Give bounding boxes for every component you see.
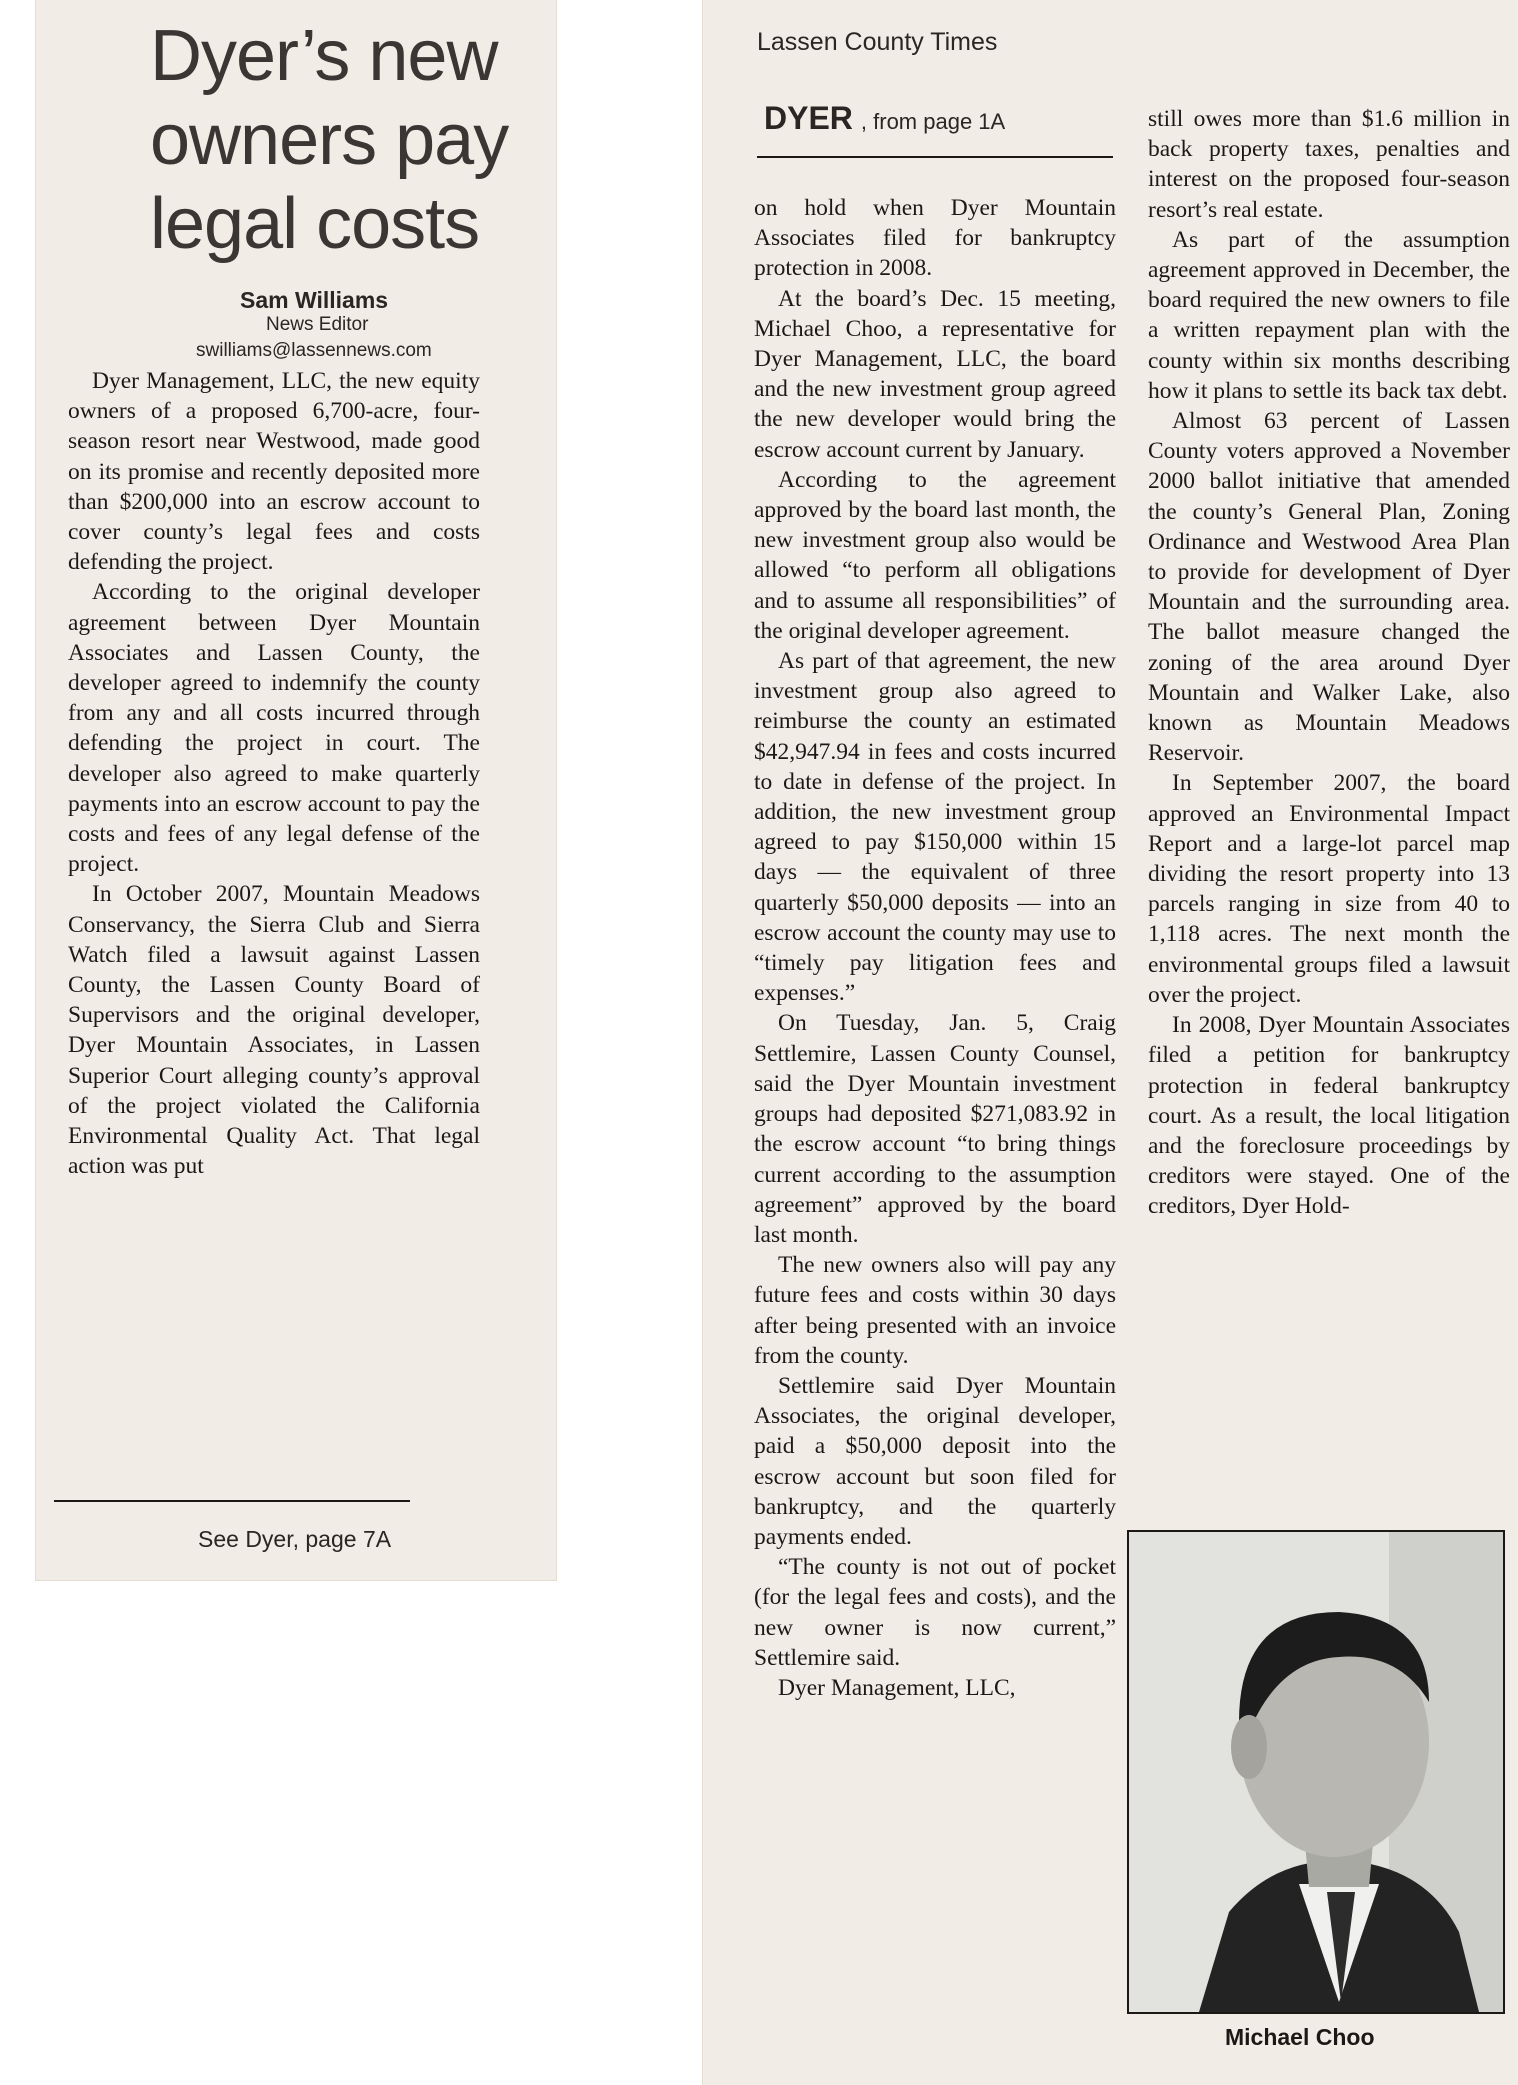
article-paragraph: According to the agreement approved by the board last month, the new investment group also would be allowed “to perform all obligations and to assume all responsibilities” of the original developer agreement.	[754, 466, 1116, 644]
publication-name: Lassen County Times	[757, 28, 998, 56]
headline: Dyer’s new owners pay legal costs	[150, 16, 509, 264]
article-paragraph: still owes more than $1.6 million in back property taxes, penalties and interest on the proposed four-season resort’s real estate.	[1148, 106, 1510, 223]
byline-title: News Editor	[266, 314, 369, 335]
article-paragraph: In October 2007, Mountain Meadows Conservancy, the Sierra Club and Sierra Watch filed a lawsuit against Lassen County, the Lassen County Board of Supervisors and the original developer, Dyer Mountain Associates, in Lassen Superior Court alleging county’s approval of the project violated the California Environmental Quality Act. That legal action was put	[68, 881, 480, 1180]
article-column-middle	[754, 193, 1116, 1703]
jump-keyword: DYER	[764, 100, 853, 136]
article-column-right	[1148, 104, 1510, 1222]
jump-head	[764, 100, 1005, 137]
article-paragraph: As part of the assumption agreement approved in December, the board required the new owners to file a written repayment plan with the county within six months describing how it plans to settle its back tax debt.	[1148, 226, 1510, 404]
divider-rule	[757, 156, 1113, 158]
article-paragraph: on hold when Dyer Mountain Associates filed for bankruptcy protection in 2008.	[754, 195, 1116, 282]
article-paragraph: On Tuesday, Jan. 5, Craig Settlemire, Lassen County Counsel, said the Dyer Mountain investment groups had deposited $271,083.92 in the escrow account “to bring things current according to the assumption agreement” approved by the board last month.	[754, 1010, 1116, 1248]
jump-to-line: See Dyer, page 7A	[198, 1526, 392, 1552]
divider-rule	[54, 1500, 410, 1502]
article-paragraph: At the board’s Dec. 15 meeting, Michael Choo, a representative for Dyer Management, LLC, the board and the new investment group agreed the new developer would bring the escrow account current by January.	[754, 285, 1116, 463]
article-paragraph: As part of that agreement, the new investment group also agreed to reimburse the county an estimated $42,947.94 in fees and costs incurred to date in defense of the project. In addition, the new investment group agreed to pay $150,000 within 15 days — the equivalent of three quarterly $50,000 deposits — into an escrow account the county may use to “timely pay litigation fees and expenses.”	[754, 648, 1116, 1007]
article-paragraph: Dyer Management, LLC,	[778, 1674, 1016, 1701]
article-paragraph: Settlemire said Dyer Mountain Associates, the original developer, paid a $50,000 deposit into the escrow account but soon filed for bankruptcy, and the quarterly payments ended.	[754, 1372, 1116, 1550]
article-paragraph: In September 2007, the board approved an Environmental Impact Report and a large-lot parcel map dividing the resort property into 13 parcels ranging in size from 40 to 1,118 acres. The next month the environmental groups filed a lawsuit over the project.	[1148, 770, 1510, 1008]
portrait-photo	[1127, 1530, 1505, 2014]
article-column-left	[68, 366, 480, 1181]
byline-name: Sam Williams	[240, 287, 389, 313]
jump-from-text: , from page 1A	[860, 109, 1006, 134]
article-paragraph: The new owners also will pay any future fees and costs within 30 days after being presented with an invoice from the county.	[754, 1252, 1116, 1369]
article-paragraph: In 2008, Dyer Mountain Associates filed a petition for bankruptcy protection in federal bankruptcy court. As a result, the local litigation and the foreclosure proceedings by creditors were stayed. One of the creditors, Dyer Hold-	[1148, 1012, 1510, 1220]
article-paragraph: “The county is not out of pocket (for the legal fees and costs), and the new owner is now current,” Settlemire said.	[754, 1554, 1116, 1671]
article-paragraph: Dyer Management, LLC, the new equity owners of a proposed 6,700-acre, four-season resort near Westwood, made good on its promise and recently deposited more than $200,000 into an escrow account to cover county’s legal fees and costs defending the project.	[68, 368, 480, 576]
article-paragraph: Almost 63 percent of Lassen County voters approved a November 2000 ballot initiative that amended the county’s General Plan, Zoning Ordinance and Westwood Area Plan to provide for development of Dyer Mountain and the surrounding area. The ballot measure changed the zoning of the area around Dyer Mountain and Walker Lake, also known as Mountain Meadows Reservoir.	[1148, 408, 1510, 767]
photo-caption: Michael Choo	[1225, 2024, 1375, 2050]
byline-email: swilliams@lassennews.com	[196, 340, 432, 361]
portrait-illustration	[1129, 1532, 1503, 2012]
article-paragraph: According to the original developer agreement between Dyer Mountain Associates and Lassen County, the developer agreed to indemnify the county from any and all costs incurred through defending the project in court. The developer also agreed to make quarterly payments into an escrow account to pay the costs and fees of any legal defense of the project.	[68, 579, 480, 878]
